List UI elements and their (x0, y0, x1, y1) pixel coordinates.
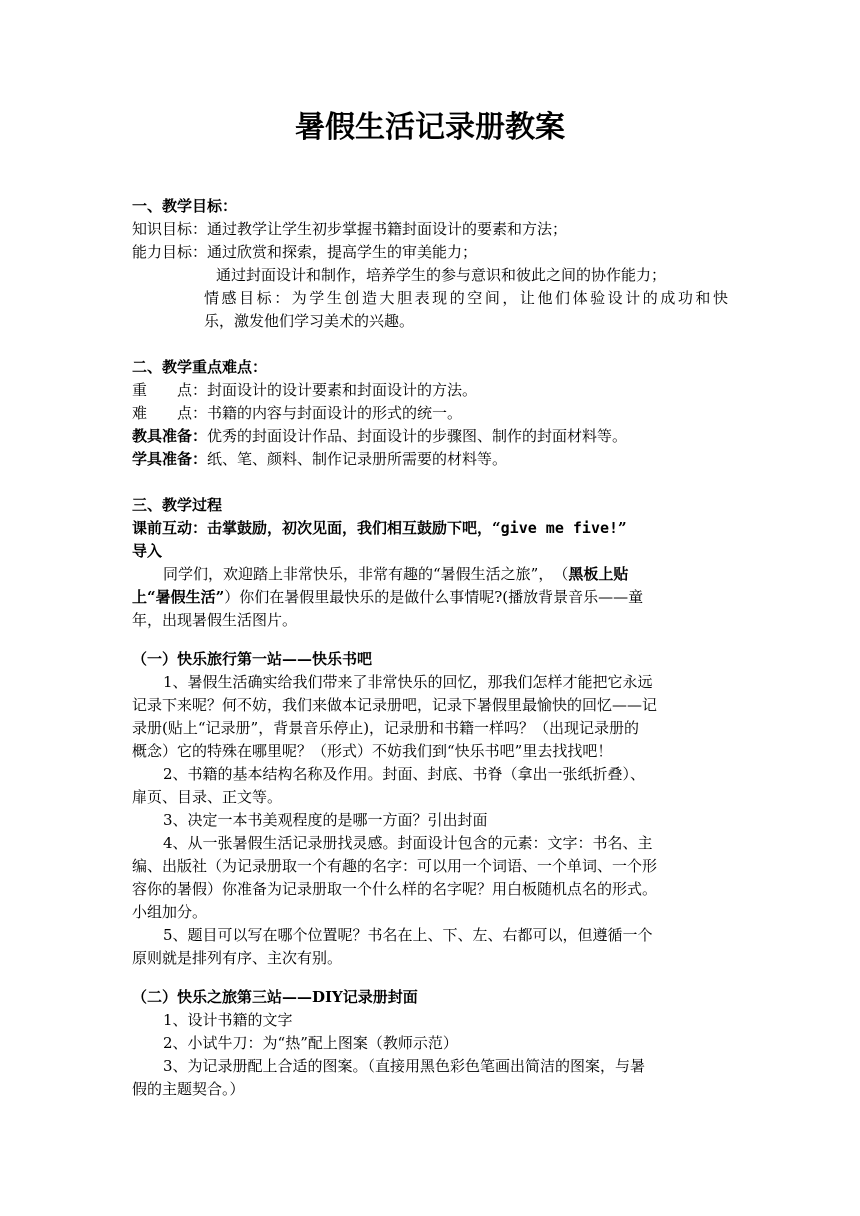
part-1-line-10: 容你的暑假）你准备为记录册取一个什么样的名字呢？用白板随机点名的形式。 (132, 880, 658, 898)
part-1-line-8: 4、从一张暑假生活记录册找灵感。封面设计包含的元素：文字：书名、主 (163, 834, 653, 852)
part-1-line-2: 记录下来呢？何不妨，我们来做本记录册吧，记录下暑假里最愉快的回忆——记 (132, 696, 658, 714)
part-2-line-2: 2、小试牛刀：为“热”配上图案（教师示范） (163, 1034, 458, 1052)
page-title: 暑假生活记录册教案 (295, 110, 565, 145)
teaching-tools-label: 教具准备： (132, 427, 208, 445)
intro-bold-1: 黑板上贴 (568, 565, 629, 583)
part-2-line-4: 假的主题契合。） (132, 1080, 245, 1098)
knowledge-goal: 知识目标：通过教学让学生初步掌握书籍封面设计的要素和方法； (132, 220, 568, 238)
section-3-heading: 三、教学过程 (132, 496, 223, 514)
section-2-heading: 二、教学重点难点： (132, 358, 268, 376)
student-tools (132, 448, 507, 470)
warmup-end: ” (618, 519, 627, 537)
teaching-tools (132, 425, 627, 447)
intro-line-2 (132, 586, 643, 608)
intro-bold-2: 上“暑假生活” (132, 588, 225, 606)
section-1-heading: 一、教学目标： (132, 197, 238, 215)
intro-line-3: 年，出现暑假生活图片。 (132, 611, 298, 629)
part-1-line-4: 概念）它的特殊在哪里呢？（形式）不妨我们到“快乐书吧”里去找找吧！ (132, 742, 613, 760)
part-2-line-1: 1、设计书籍的文字 (163, 1011, 293, 1029)
part-1-line-13: 原则就是排列有序、主次有别。 (132, 949, 343, 967)
part-1-line-3: 录册(贴上“记录册”，背景音乐停止)，记录册和书籍一样吗？（出现记录册的 (132, 719, 640, 737)
difficult-point: 难 点：书籍的内容与封面设计的形式的统一。 (132, 404, 463, 422)
intro-line-1 (163, 563, 628, 585)
part-1-line-7: 3、决定一本书美观程度的是哪一方面？引出封面 (163, 811, 488, 829)
emotion-goal-cont: 乐，激发他们学习美术的兴趣。 (204, 312, 415, 330)
student-tools-text: 纸、笔、颜料、制作记录册所需要的材料等。 (207, 450, 508, 468)
part-1-line-12: 5、题目可以写在哪个位置呢？书名在上、下、左、右都可以，但遵循一个 (163, 926, 653, 944)
intro-text-2: ）你们在暑假里最快乐的是做什么事情呢?(播放背景音乐——童 (224, 588, 644, 606)
ability-goal: 能力目标：通过欣赏和探索，提高学生的审美能力； (132, 243, 478, 261)
intro-heading: 导入 (132, 542, 163, 560)
part-2-line-3: 3、为记录册配上合适的图案。（直接用黑色彩色笔画出简洁的图案，与暑 (163, 1057, 646, 1075)
part-2-heading: （二）快乐之旅第三站——DIY记录册封面 (132, 988, 418, 1006)
key-point: 重 点：封面设计的设计要素和封面设计的方法。 (132, 381, 478, 399)
part-1-line-5: 2、书籍的基本结构名称及作用。封面、封底、书脊（拿出一张纸折叠）、 (163, 765, 646, 783)
part-1-heading: （一）快乐旅行第一站——快乐书吧 (132, 650, 373, 668)
warmup-english: give me five! (500, 519, 619, 537)
teaching-tools-text: 优秀的封面设计作品、封面设计的步骤图、制作的封面材料等。 (207, 427, 628, 445)
student-tools-label: 学具准备： (132, 450, 208, 468)
warmup-line (132, 517, 627, 539)
part-1-line-9: 编、出版社（为记录册取一个有趣的名字：可以用一个词语、一个单词、一个形 (132, 857, 658, 875)
intro-text-1: 同学们，欢迎踏上非常快乐，非常有趣的“暑假生活之旅”， （ (163, 565, 569, 583)
warmup-text: 课前互动：击掌鼓励，初次见面，我们相互鼓励下吧，“ (132, 519, 501, 537)
emotion-goal: 情感目标：为学生创造大胆表现的空间，让他们体验设计的成功和快 (204, 289, 728, 307)
part-1-line-11: 小组加分。 (132, 903, 208, 921)
part-1-line-6: 扉页、目录、正文等。 (132, 788, 283, 806)
part-1-line-1: 1、暑假生活确实给我们带来了非常快乐的回忆，那我们怎样才能把它永远 (163, 673, 653, 691)
ability-goal-cont: 通过封面设计和制作，培养学生的参与意识和彼此之间的协作能力； (216, 266, 667, 284)
